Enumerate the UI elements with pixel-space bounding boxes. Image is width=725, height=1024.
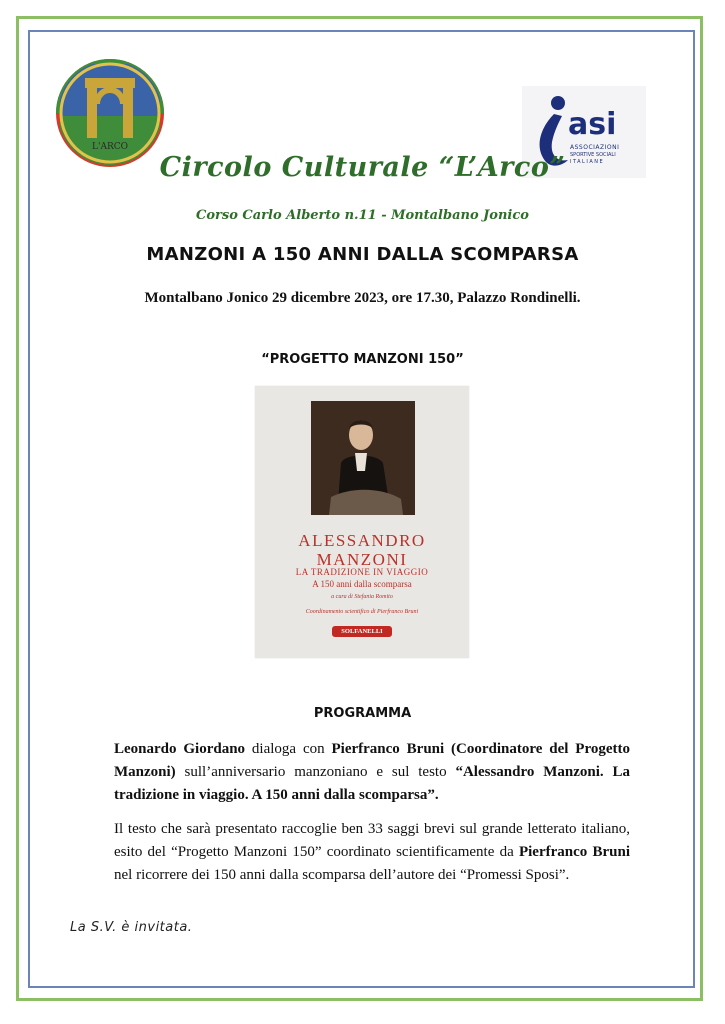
book-author-line1: ALESSANDRO xyxy=(298,531,426,550)
asi-caption-2: SPORTIVE SOCIALI xyxy=(570,152,616,158)
p1-text2: sull’anniversario manzoniano e sul testo xyxy=(175,764,456,780)
invitation-note: La S.V. è invitata. xyxy=(70,920,193,935)
book-subtitle-line1: LA TRADIZIONE IN VIAGGIO xyxy=(295,567,429,577)
book-publisher: SOLFANELLI xyxy=(332,626,392,637)
p2-text1: Il testo che sarà presentato raccoglie ben 33 saggi brevi sul grande letterato italiano, esito del “Progetto Manzoni 150” coordinato scientificamente da xyxy=(114,821,630,860)
programma-paragraph-2 xyxy=(114,818,630,887)
arco-logo-text: L'ARCO xyxy=(92,142,128,152)
book-portrait xyxy=(311,401,415,515)
club-address: Corso Carlo Alberto n.11 - Montalbano Jonico xyxy=(196,208,529,223)
book-title-quote: “Alessandro Manzoni. La tradizione in viaggio. A 150 anni dalla scomparsa”. xyxy=(114,764,631,803)
book-curator: a cura di Stefania Romito xyxy=(331,594,393,600)
club-title: Circolo Culturale “L’Arco” xyxy=(159,152,566,183)
speaker-name: Leonardo Giordano xyxy=(114,741,246,757)
asi-logo-text: asi xyxy=(568,107,617,142)
book-cover xyxy=(255,386,469,658)
project-title: “PROGETTO MANZONI 150” xyxy=(261,352,464,367)
coordinator-name: Pierfranco Bruni xyxy=(518,844,630,860)
book-author-line2: MANZONI xyxy=(316,550,408,569)
programma-paragraph-1 xyxy=(114,738,630,807)
book-subtitle-line2: A 150 anni dalla scomparsa xyxy=(312,579,412,589)
p1-text1: dialoga con xyxy=(245,741,332,757)
event-title: MANZONI A 150 ANNI DALLA SCOMPARSA xyxy=(146,244,579,265)
asi-caption-1: ASSOCIAZIONI xyxy=(570,144,620,151)
book-coordination: Coordinamento scientifico di Pierfranco Bruni xyxy=(305,609,419,615)
asi-caption-3: ITALIANE xyxy=(570,159,605,165)
guest-name: Pierfranco Bruni (Coordinatore del Progetto Manzoni) xyxy=(114,741,631,780)
event-details: Montalbano Jonico 29 dicembre 2023, ore 17.30, Palazzo Rondinelli. xyxy=(144,290,581,306)
programma-heading: PROGRAMMA xyxy=(313,706,412,721)
p2-text2: nel ricorrere dei 150 anni dalla scomparsa dell’autore dei “Promessi Sposi”. xyxy=(114,867,570,883)
